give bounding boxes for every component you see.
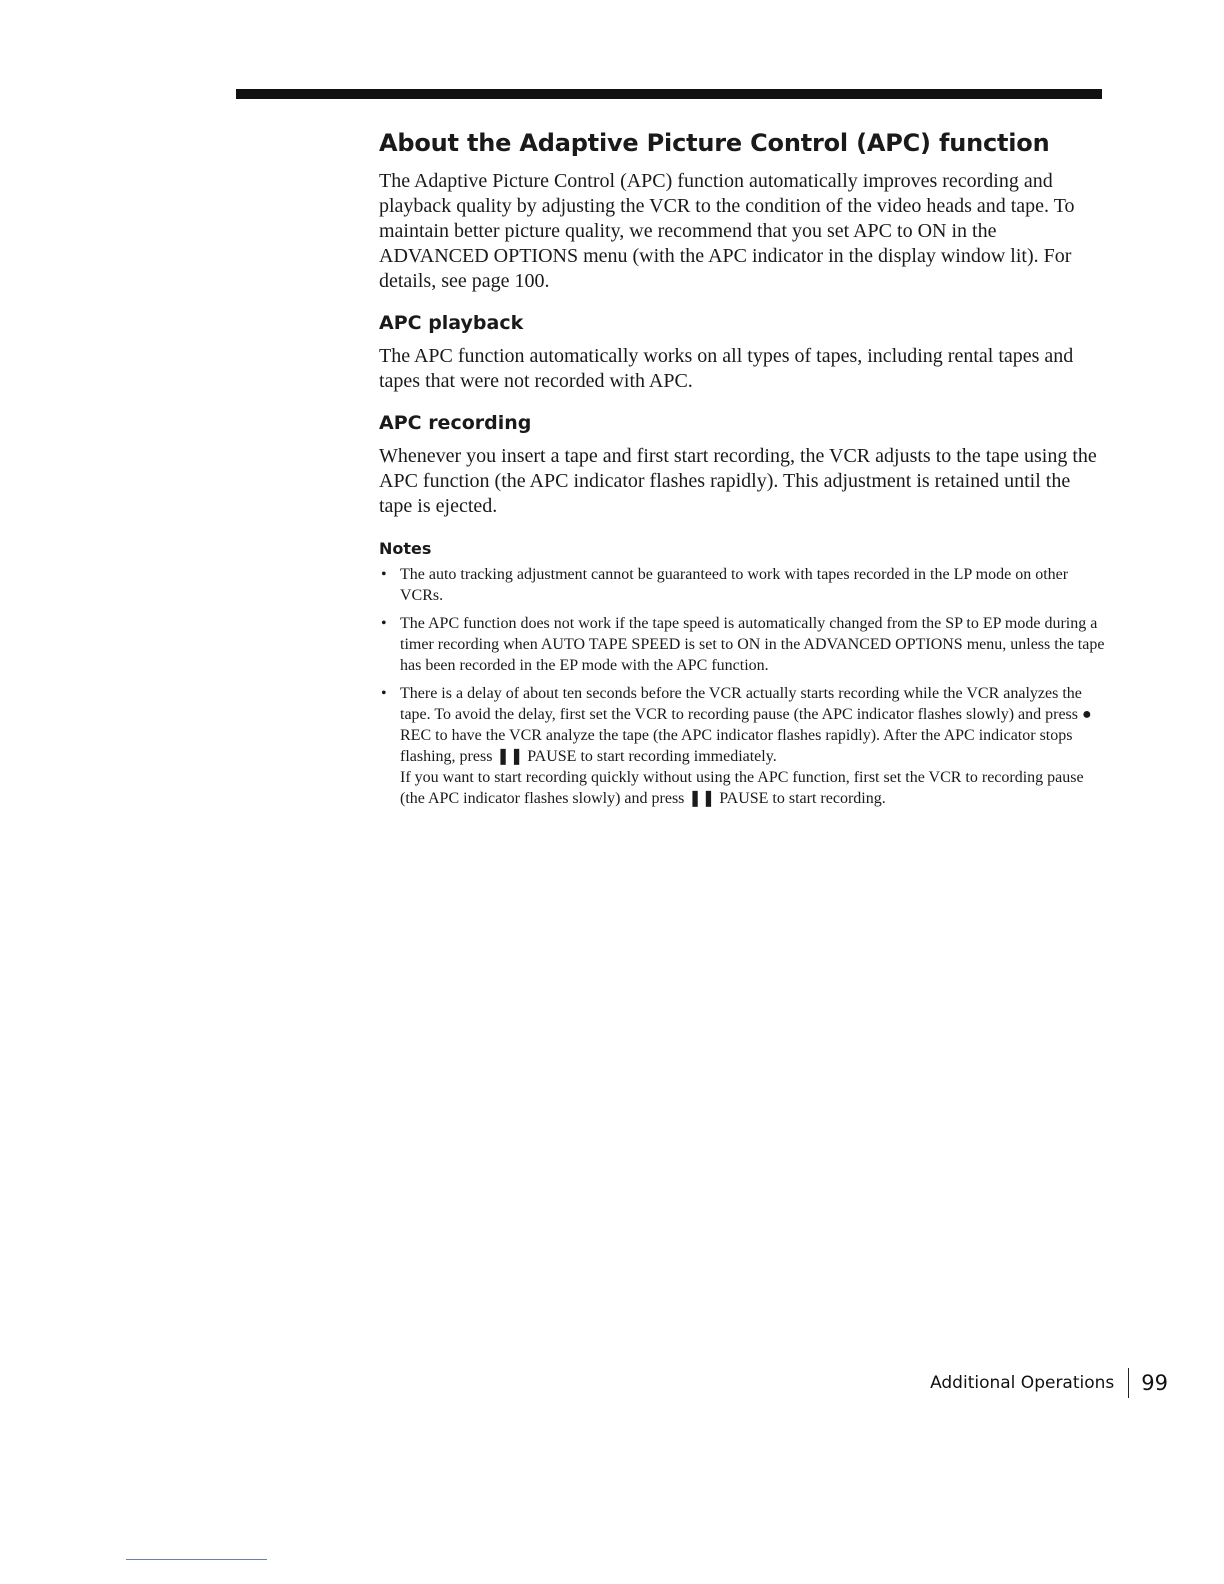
page-footer: [930, 1368, 1168, 1398]
footer-divider: [1128, 1368, 1129, 1398]
page-content: [379, 128, 1107, 816]
note-item: [379, 613, 1107, 676]
apc-recording-heading: APC recording: [379, 411, 532, 434]
footer-section-name: Additional Operations: [930, 1373, 1115, 1393]
intro-paragraph: The Adaptive Picture Control (APC) function automatically improves recording and playback quality by adjusting the VCR to the condition of the video heads and tape. To maintain better picture quality, we recommend that you set APC to ON in the ADVANCED OPTIONS menu (with the APC indicator in the display window lit). For details, see page 100.: [379, 170, 1075, 293]
top-rule: [236, 89, 1102, 99]
note-item: [379, 683, 1107, 809]
note-text: There is a delay of about ten seconds before the VCR actually starts recording while the VCR analyzes the tape. To avoid the delay, first set the VCR to recording pause (the APC indicator flashes slowly) and press ● REC to have the VCR analyze the tape (the APC indicator flashes rapidly). After the APC indicator stops flashing, press ❚❚ PAUSE to start recording immediately.: [400, 684, 1092, 765]
apc-playback-paragraph: The APC function automatically works on all types of tapes, including rental tapes and tapes that were not recorded with APC.: [379, 344, 1074, 392]
note-continuation: If you want to start recording quickly without using the APC function, first set the VCR to recording pause (the APC indicator flashes slowly) and press ❚❚ PAUSE to start recording.: [400, 768, 1084, 807]
notes-heading: Notes: [379, 538, 432, 558]
note-text: The APC function does not work if the tape speed is automatically changed from the SP to EP mode during a timer recording when AUTO TAPE SPEED is set to ON in the ADVANCED OPTIONS menu, unless the tape has been recorded in the EP mode with the APC function.: [400, 614, 1105, 674]
apc-playback-heading: APC playback: [379, 312, 524, 335]
page-title: About the Adaptive Picture Control (APC) function: [379, 129, 1050, 157]
note-item: [379, 564, 1107, 606]
note-text: The auto tracking adjustment cannot be guaranteed to work with tapes recorded in the LP mode on other VCRs.: [400, 565, 1069, 604]
bullet-icon: •: [381, 614, 387, 632]
corner-line: [126, 1559, 267, 1560]
page-number: 99: [1141, 1371, 1168, 1395]
apc-recording-paragraph: Whenever you insert a tape and first start recording, the VCR adjusts to the tape using the APC function (the APC indicator flashes rapidly). This adjustment is retained until the tape is ejected.: [379, 444, 1097, 517]
bullet-icon: •: [381, 565, 387, 583]
bullet-icon: •: [381, 684, 387, 702]
notes-list: [379, 564, 1107, 809]
